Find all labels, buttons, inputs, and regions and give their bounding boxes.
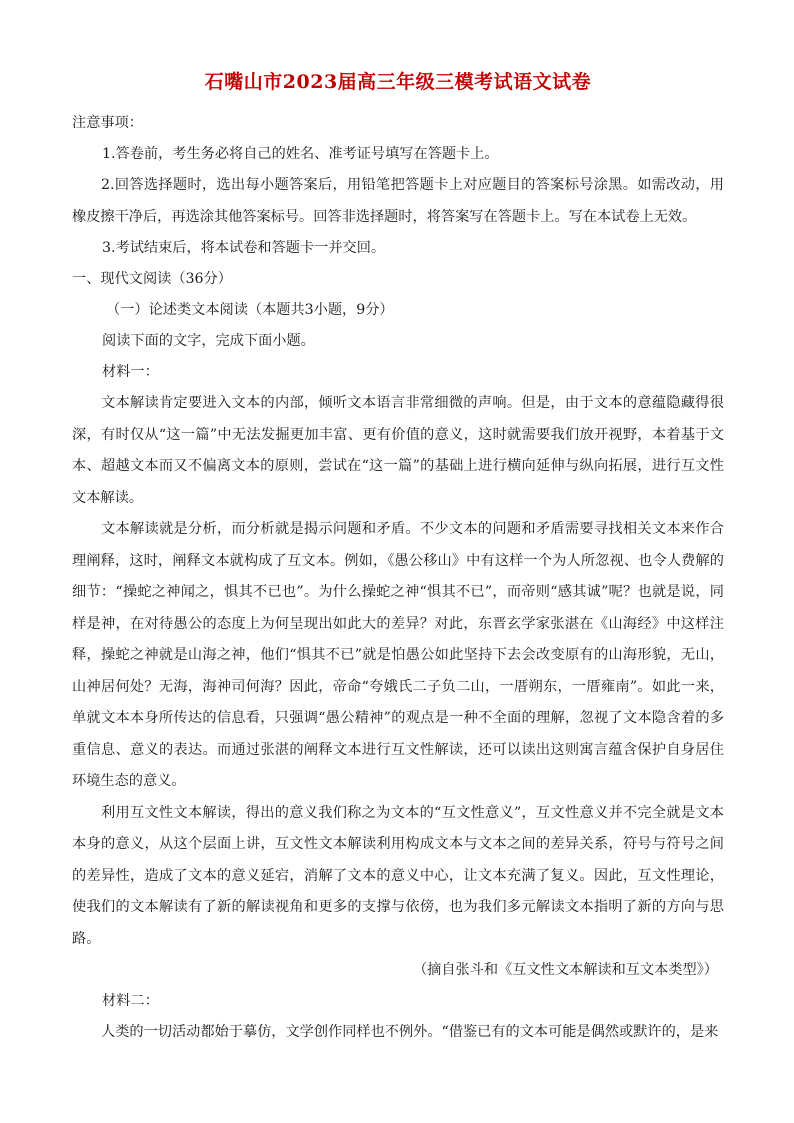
notice-item-3: 3.考试结束后，将本试卷和答题卡一并交回。 [102, 240, 386, 256]
material-1-label: 材料一： [102, 364, 159, 380]
notice-item-1: 1.答卷前，考生务必将自己的姓名、准考证号填写在答题卡上。 [102, 146, 499, 162]
material-2-paragraph: 人类的一切活动都始于摹仿，文学创作同样也不例外。“借鉴已有的文本可能是偶然或默许的，是来 [101, 1024, 719, 1040]
material-2-label: 材料二： [102, 993, 159, 1009]
material-1-source: （摘自张斗和《互文性文本解读和互文本类型》） [412, 962, 718, 978]
subsection-heading: （一）论述类文本阅读（本题共3小题，9分） [106, 302, 394, 318]
material-1-paragraph: 利用互文性文本解读，得出的意义我们称之为文本的“互文性意义”，互文性意义并不完全就是文本本身的意义，从这个层面上讲，互文性文本解读利用构成文本与文本之间的差异关系，符号与符号之间的差异性，造成了文本的意义延宕，消解了文本的意义中心，让文本充满了复义。因此，互文性理论，使我们的文本解读有了新的解读视角和更多的支撑与依傍，也为我们多元解读文本指明了新的方向与思路。 [72, 804, 724, 947]
material-1-paragraph: 文本解读肯定要进入文本的内部，倾听文本语言非常细微的声响。但是，由于文本的意蕴隐藏得很深，有时仅从“这一篇”中无法发掘更加丰富、更有价值的意义，这时就需要我们放开视野，本着基于文本、超越文本而又不偏离文本的原则，尝试在“这一篇”的基础上进行横向延伸与纵向拓展，进行互文性文本解读。 [72, 395, 724, 506]
section-heading: 一、现代文阅读（36分） [72, 271, 232, 287]
reading-instruction: 阅读下面的文字，完成下面小题。 [102, 333, 315, 349]
notice-heading: 注意事项： [72, 115, 143, 131]
material-1-paragraph: 文本解读就是分析，而分析就是揭示问题和矛盾。不少文本的问题和矛盾需要寻找相关文本来作合理阐释，这时，阐释文本就构成了互文本。例如，《愚公移山》中有这样一个为人所忽视、也令人费解的细节：“操蛇之神闻之，惧其不已也”。为什么操蛇之神“惧其不已”，而帝则“感其诚”呢？也就是说，同样是神，在对待愚公的态度上为何呈现出如此大的差异？对此，东晋玄学家张湛在《山海经》中这样注释，操蛇之神就是山海之神，他们“惧其不已”就是怕愚公如此坚持下去会改变原有的山海形貌，无山，山神居何处？无海，海神司何海？因此，帝命“夸娥氏二子负二山，一厝朔东，一厝雍南”。如此一来，单就文本本身所传达的信息看，只强调“愚公精神”的观点是一种不全面的理解，忽视了文本隐含着的多重信息、意义的表达。而通过张湛的阐释文本进行互文性解读，还可以读出这则寓言蕴含保护自身居住环境生态的意义。 [72, 521, 724, 789]
notice-item-2: 2.回答选择题时，选出每小题答案后，用铅笔把答题卡上对应题目的答案标号涂黑。如需改动，用橡皮擦干净后，再选涂其他答案标号。回答非选择题时，将答案写在答题卡上。写在本试卷上无效。 [72, 177, 724, 225]
exam-title: 石嘴山市2023届高三年级三模考试语文试卷 [204, 71, 592, 93]
